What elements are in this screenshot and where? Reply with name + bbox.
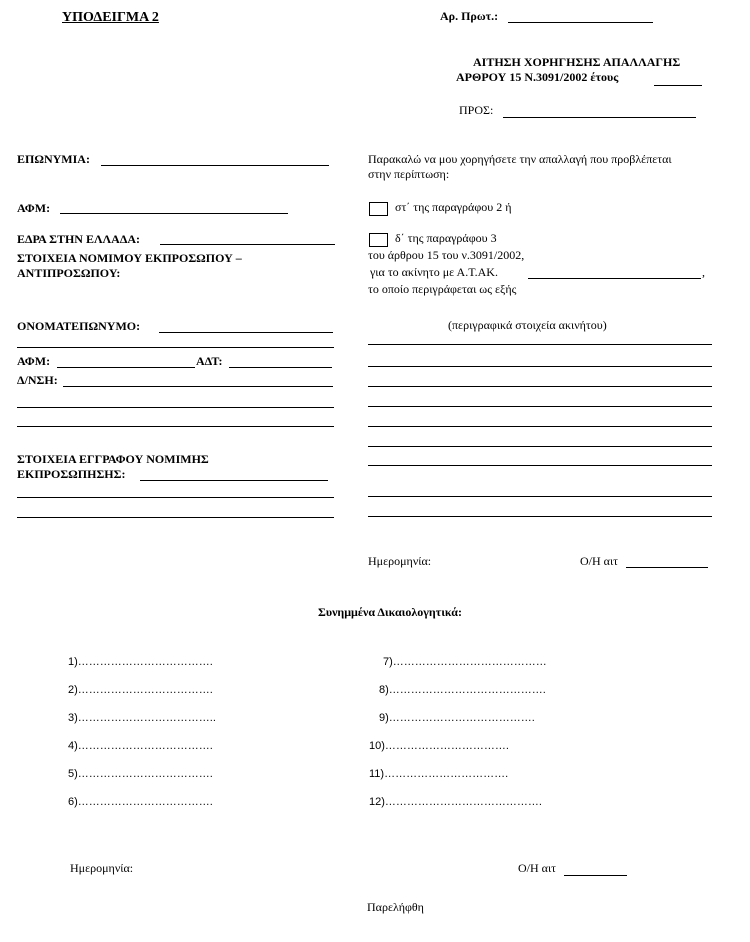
signature-label: Ο/Η αιτ (580, 554, 619, 568)
attachment-item[interactable]: 2)………………………………. (68, 684, 213, 696)
edra-field[interactable] (160, 244, 335, 245)
representative-label-line2: ΑΝΤΙΠΡΟΣΩΠΟΥ: (17, 266, 121, 280)
fullname-extra-line[interactable] (17, 347, 334, 348)
document-label-line1: ΣΤΟΙΧΕΙΑ ΕΓΓΡΑΦΟΥ ΝΟΜΙΜΗΣ (17, 452, 209, 466)
address-extra-line-2[interactable] (17, 426, 334, 427)
representative-label-line1: ΣΤΟΙΧΕΙΑ ΝΟΜΙΜΟΥ ΕΚΠΡΟΣΩΠΟΥ – (17, 251, 242, 265)
property-text: για το ακίνητο με Α.Τ.ΑΚ. (370, 265, 498, 279)
option-a-label: στ΄ της παραγράφου 2 ή (395, 200, 512, 214)
attachment-item[interactable]: 12)……………………………………. (369, 796, 542, 808)
described-text: το οποίο περιγράφεται ως εξής (368, 282, 517, 296)
afm2-field[interactable] (57, 367, 195, 368)
application-title-line2: ΑΡΘΡΟΥ 15 Ν.3091/2002 έτους (456, 70, 619, 84)
afm-label: ΑΦΜ: (17, 201, 51, 215)
description-line-1[interactable] (368, 344, 712, 345)
adt-field[interactable] (229, 367, 332, 368)
adt-label: ΑΔΤ: (196, 354, 223, 368)
address-label: Δ/ΝΣΗ: (17, 373, 58, 387)
edra-label: ΕΔΡΑ ΣΤΗΝ ΕΛΛΑΔΑ: (17, 232, 141, 246)
eponymia-field[interactable] (101, 165, 329, 166)
signature-field[interactable] (626, 567, 708, 568)
option-a-checkbox[interactable] (369, 202, 388, 216)
atak-field[interactable] (528, 278, 701, 279)
description-line-5[interactable] (368, 426, 712, 427)
request-text-line2: στην περίπτωση: (368, 167, 450, 181)
description-line-2[interactable] (368, 366, 712, 367)
article-text: του άρθρου 15 του ν.3091/2002, (368, 248, 525, 262)
to-label: ΠΡΟΣ: (459, 103, 494, 117)
document-field[interactable] (140, 480, 328, 481)
fullname-field[interactable] (159, 332, 333, 333)
attachments-title: Συνημμένα Δικαιολογητικά: (318, 605, 462, 619)
description-caption: (περιγραφικά στοιχεία ακινήτου) (448, 318, 607, 332)
address-field[interactable] (63, 386, 333, 387)
received-label: Παρελήφθη (367, 900, 424, 914)
attachment-item[interactable]: 8)……………………………………. (379, 684, 546, 696)
address-extra-line-1[interactable] (17, 407, 334, 408)
attachment-item[interactable]: 10)……………………………. (369, 740, 509, 752)
year-field[interactable] (654, 85, 702, 86)
afm2-label: ΑΦΜ: (17, 354, 51, 368)
request-text-line1: Παρακαλώ να μου χορηγήσετε την απαλλαγή που προβλέπεται (368, 152, 672, 166)
fullname-label: ΟΝΟΜΑΤΕΠΩΝΥΜΟ: (17, 319, 141, 333)
attachment-item[interactable]: 5)………………………………. (68, 768, 213, 780)
attachment-item[interactable]: 11)……………………………. (369, 768, 509, 780)
option-b-label: δ΄ της παραγράφου 3 (395, 231, 497, 245)
option-b-checkbox[interactable] (369, 233, 388, 247)
description-line-6[interactable] (368, 446, 712, 447)
protocol-label: Αρ. Πρωτ.: (440, 9, 499, 23)
description-line-7[interactable] (368, 465, 712, 466)
attachment-item[interactable]: 9)…………………………………. (379, 712, 535, 724)
description-line-4[interactable] (368, 406, 712, 407)
afm-field[interactable] (60, 213, 288, 214)
attachment-item[interactable]: 6)………………………………. (68, 796, 213, 808)
property-comma: , (702, 265, 705, 279)
description-line-3[interactable] (368, 386, 712, 387)
eponymia-label: ΕΠΩΝΥΜΙΑ: (17, 152, 90, 166)
model-title: ΥΠΟΔΕΙΓΜΑ 2 (62, 10, 159, 25)
document-extra-line-2[interactable] (17, 517, 334, 518)
footer-date-label: Ημερομηνία: (70, 861, 134, 875)
attachment-item[interactable]: 4)………………………………. (68, 740, 213, 752)
to-field[interactable] (503, 117, 696, 118)
footer-signature-label: Ο/Η αιτ (518, 861, 557, 875)
description-line-8[interactable] (368, 496, 712, 497)
description-line-9[interactable] (368, 516, 712, 517)
date-label: Ημερομηνία: (368, 554, 432, 568)
attachment-item[interactable]: 3)……………………………….. (68, 712, 216, 724)
document-label-line2: ΕΚΠΡΟΣΩΠΗΣΗΣ: (17, 467, 126, 481)
attachment-item[interactable]: 1)………………………………. (68, 656, 213, 668)
document-extra-line-1[interactable] (17, 497, 334, 498)
footer-signature-field[interactable] (564, 875, 627, 876)
application-title-line1: ΑΙΤΗΣΗ ΧΟΡΗΓΗΣΗΣ ΑΠΑΛΛΑΓΗΣ (473, 55, 681, 69)
protocol-field[interactable] (508, 22, 653, 23)
attachment-item[interactable]: 7)…………………………………… (383, 656, 547, 668)
